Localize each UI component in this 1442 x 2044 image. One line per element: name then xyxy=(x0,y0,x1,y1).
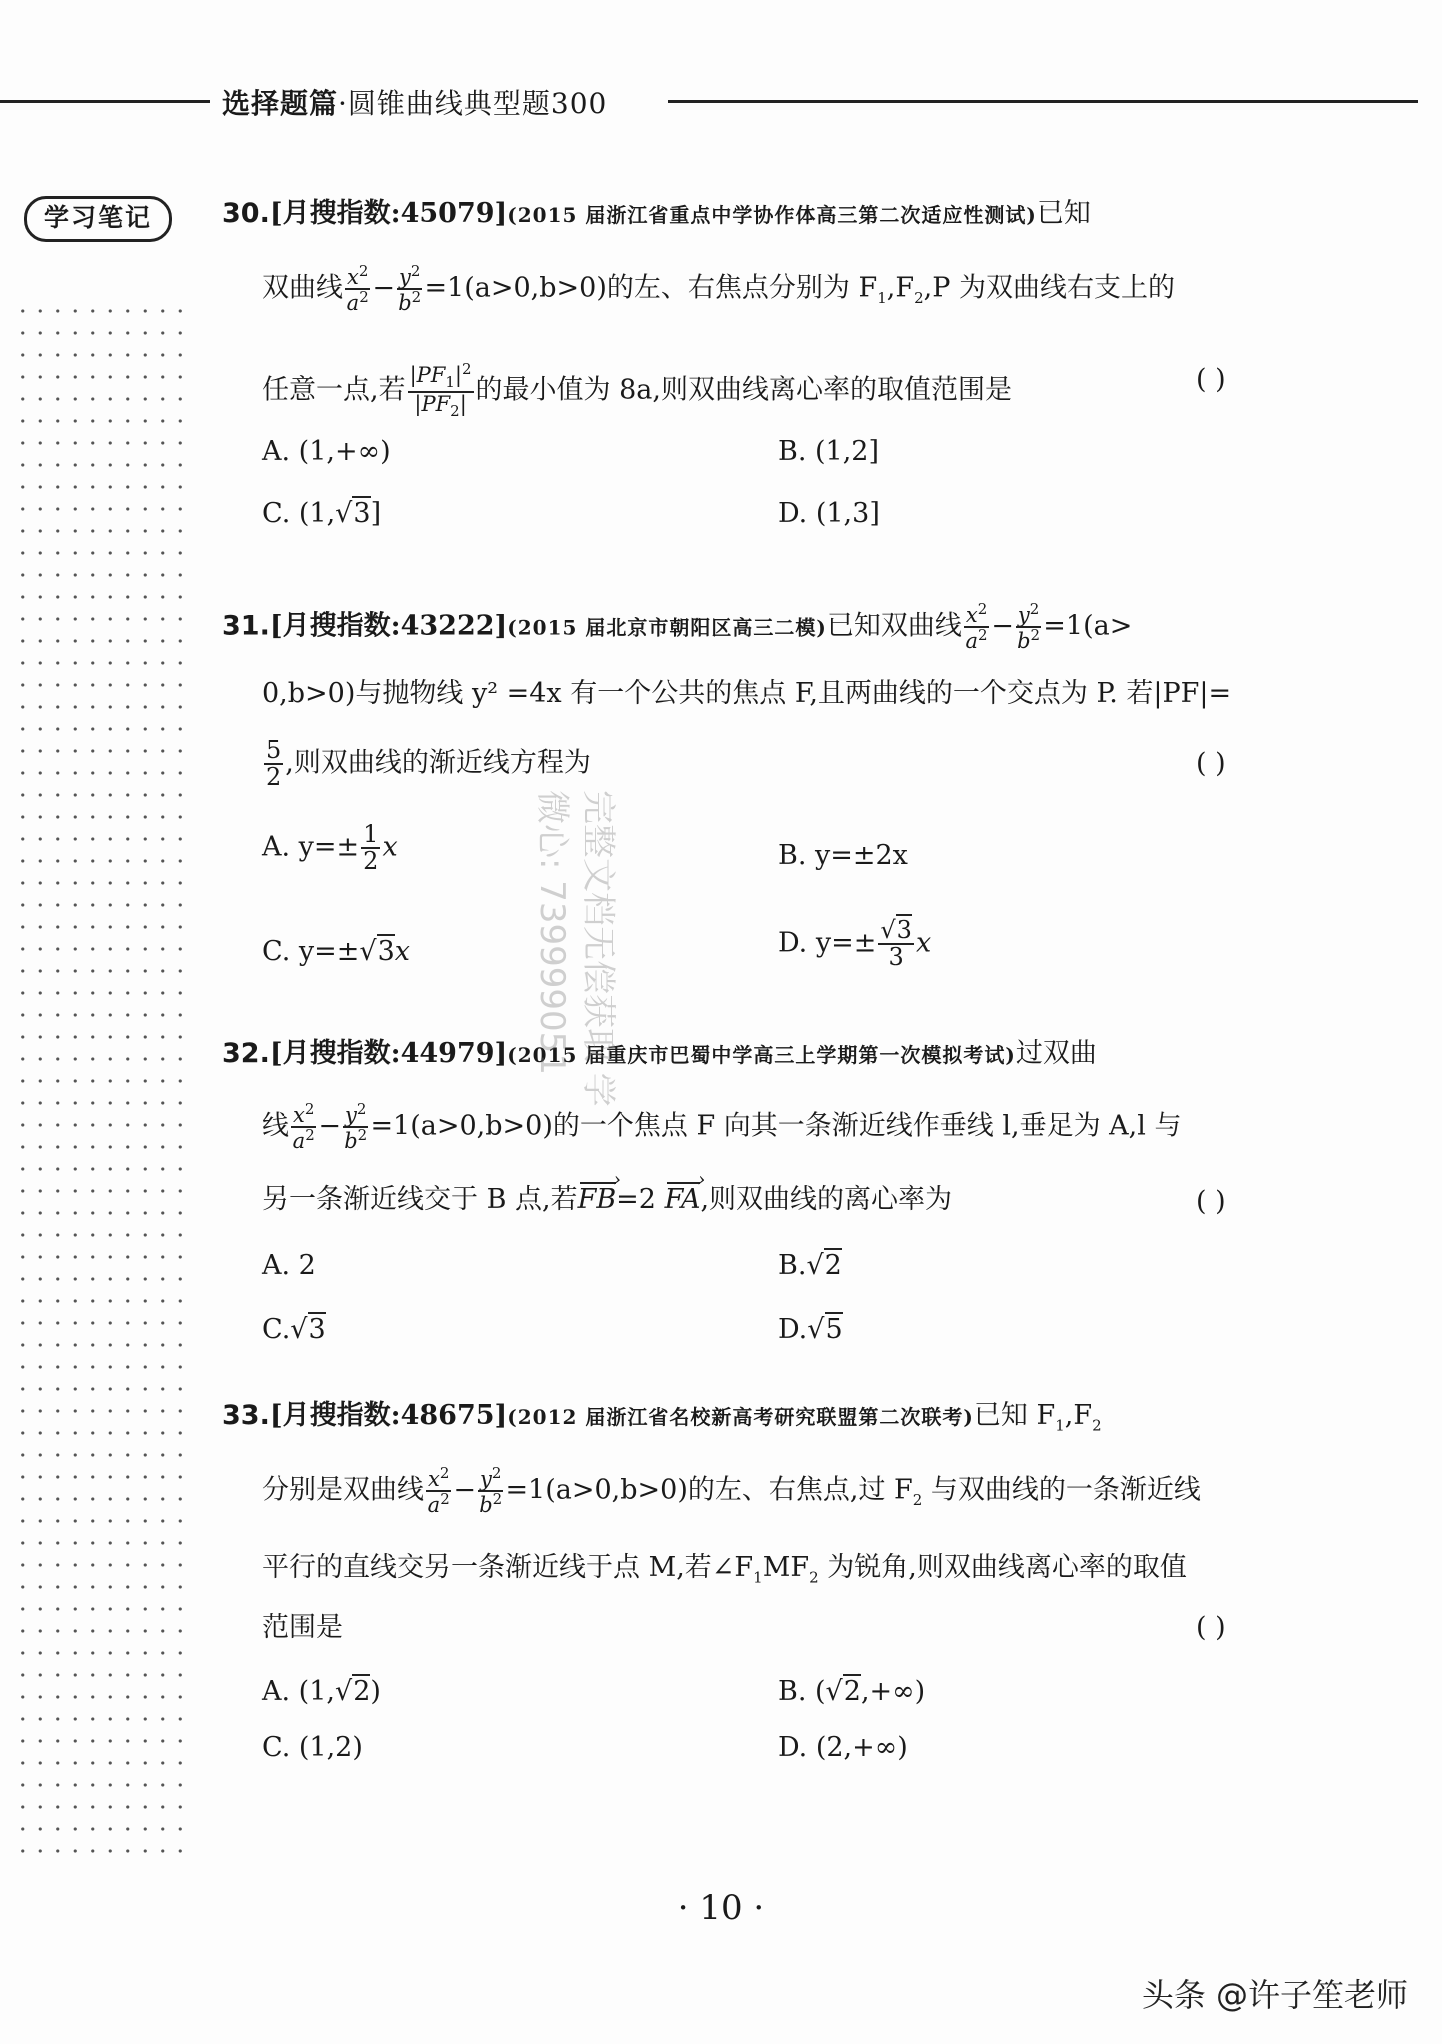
q32-answer-blank: ( ) xyxy=(1196,1186,1226,1217)
fraction-x2-a2: $\frac{x^2}{a^2}$ xyxy=(292,1100,315,1154)
q30-line3 xyxy=(262,362,1012,420)
watermark: 完整文档无偿获取 学 微心: 739999051 xyxy=(532,790,618,1107)
q30-line2: 双曲线 $\frac{x^2}{a^2}$ − $\frac{y^2}{b^2}$ =1(a>0,b>0)的左、右焦点分别为 $F_1,F_2,P$ 为双曲线右支上的 xyxy=(262,262,1175,316)
q33-source: (2012 届浙江省名校新高考研究联盟第二次联考) xyxy=(507,1405,974,1429)
q33-text: =1(a>0,b>0)的左、右焦点,过 F xyxy=(505,1474,913,1506)
study-notes-badge: 学习笔记 xyxy=(24,196,172,242)
q33-line1: 33.[月搜指数:48675](2012 届浙江省名校新高考研究联盟第二次联考)已知 $F_1,F_2$ xyxy=(222,1400,1102,1435)
q30-text: ,P 为双曲线右支上的 xyxy=(923,272,1175,304)
q32-line2: 线 $\frac{x^2}{a^2}$ − $\frac{y^2}{b^2}$ =1(a>0,b>0)的一个焦点 F 向其一条渐近线作垂线 l,垂足为 A,l 与 xyxy=(262,1100,1182,1154)
q30-text: 任意一点,若 xyxy=(262,374,406,406)
q32-line3: 另一条渐近线交于 B 点,若FB ›=2 FA ›,则双曲线的离心率为 xyxy=(262,1186,952,1213)
q32-index: [月搜指数:44979] xyxy=(269,1038,508,1069)
q30-text: ,F xyxy=(886,272,915,304)
q31-option-c[interactable]: C. y=±√3x xyxy=(262,936,411,967)
q32-source: (2015 届重庆市巴蜀中学高三上学期第一次模拟考试) xyxy=(507,1043,1016,1067)
fraction-y2-b2: $\frac{y^2}{b^2}$ xyxy=(1017,600,1041,654)
q31-answer-blank: ( ) xyxy=(1196,748,1226,779)
page-header xyxy=(222,82,607,122)
q33-option-b[interactable]: B. (√2,+∞) xyxy=(778,1676,926,1707)
page-number: · 10 · xyxy=(677,1888,765,1928)
q30-lead: 已知 xyxy=(1036,198,1091,229)
q33-answer-blank: ( ) xyxy=(1196,1612,1226,1643)
q32-lead: 过双曲 xyxy=(1015,1038,1097,1069)
fraction-x2-a2: $\frac{x^2}{a^2}$ xyxy=(965,600,988,654)
q33-option-d[interactable]: D. (2,+∞) xyxy=(778,1732,908,1763)
q32-line1 xyxy=(222,1040,1097,1067)
fraction-y2-b2: $\frac{y^2}{b^2}$ xyxy=(398,262,422,316)
fraction-pf1-pf2: $\frac{|PF_1|^2}{|PF_2|}$ xyxy=(409,360,472,421)
q31-text: ,则双曲线的渐近线方程为 xyxy=(285,747,591,779)
q31-line3 xyxy=(262,738,591,790)
q31-option-a[interactable]: A. y=± $\frac{1}{2}$ x xyxy=(262,820,398,876)
q33-index: [月搜指数:48675] xyxy=(269,1400,508,1431)
q31-lead: 已知双曲线 xyxy=(826,610,962,642)
header-rule-right xyxy=(668,100,1418,103)
q31-line2: 0,b>0)与抛物线 y² =4x 有一个公共的焦点 F,且两曲线的一个交点为 P. 若|PF|= xyxy=(262,678,1232,709)
q32-text: 线 xyxy=(262,1110,289,1142)
q33-text: 平行的直线交另一条渐近线于点 M,若∠F xyxy=(262,1552,754,1583)
q30-line1 xyxy=(222,200,1091,227)
q33-option-a[interactable]: A. (1,√2) xyxy=(262,1676,381,1707)
fraction-x2-a2: $\frac{x^2}{a^2}$ xyxy=(346,262,369,316)
fraction-5-2: $\frac{5}{2}$ xyxy=(266,736,282,792)
q32-option-b[interactable]: B.√2 xyxy=(778,1250,842,1281)
fraction-x2-a2: $\frac{x^2}{a^2}$ xyxy=(427,1464,450,1518)
q31-number: 31. xyxy=(222,610,270,642)
q31-option-d[interactable]: D. y=± $\frac{√3}{3}$ x xyxy=(778,916,932,972)
q33-line2: 分别是双曲线 $\frac{x^2}{a^2}$ − $\frac{y^2}{b^2}$ =1(a>0,b>0)的左、右焦点,过 $F_2$ 与双曲线的一条渐近线 xyxy=(262,1464,1201,1518)
q30-option-d[interactable]: D. (1,3] xyxy=(778,498,880,529)
q31-index: [月搜指数:43222] xyxy=(269,610,508,642)
q33-lead: 已知 F xyxy=(973,1400,1056,1431)
q30-index: [月搜指数:45079] xyxy=(269,198,508,229)
q30-option-b[interactable]: B. (1,2] xyxy=(778,436,880,467)
q31-text: =1(a> xyxy=(1043,610,1133,642)
q32-text: ,则双曲线的离心率为 xyxy=(700,1184,953,1215)
q30-option-c[interactable]: C. (1,√3] xyxy=(262,498,382,529)
fraction-y2-b2: $\frac{y^2}{b^2}$ xyxy=(479,1464,503,1518)
q32-text: =1(a>0,b>0)的一个焦点 F 向其一条渐近线作垂线 l,垂足为 A,l 与 xyxy=(370,1110,1182,1142)
notes-dot-grid xyxy=(14,300,194,1860)
footer-credit: 头条 @许子笙老师 xyxy=(1141,1976,1408,2014)
q30-source: (2015 届浙江省重点中学协作体高三第二次适应性测试) xyxy=(507,203,1037,227)
q30-number: 30. xyxy=(222,198,270,229)
q31-option-b[interactable]: B. y=±2x xyxy=(778,840,908,871)
q33-number: 33. xyxy=(222,1400,270,1431)
header-rule-left xyxy=(0,100,210,103)
vector-fb: FB › xyxy=(578,1186,617,1213)
q31-source: (2015 届北京市朝阳区高三二模) xyxy=(507,615,827,640)
fraction-y2-b2: $\frac{y^2}{b^2}$ xyxy=(344,1100,368,1154)
q32-text: 另一条渐近线交于 B 点,若 xyxy=(262,1184,578,1215)
q30-option-a[interactable]: A. (1,+∞) xyxy=(262,436,391,467)
header-title: 选择题篇 xyxy=(222,87,339,120)
q33-line3: 平行的直线交另一条渐近线于点 M,若$\angle F_1MF_2$ 为锐角,则双曲线离心率的取值 xyxy=(262,1552,1187,1587)
vector-fa: FA › xyxy=(665,1186,701,1213)
q33-line4: 范围是 xyxy=(262,1612,343,1643)
q33-text: 分别是双曲线 xyxy=(262,1474,424,1506)
q32-option-d[interactable]: D.√5 xyxy=(778,1314,843,1345)
q32-option-c[interactable]: C.√3 xyxy=(262,1314,326,1345)
q30-text: (a>0,b>0)的左、右焦点分别为 F xyxy=(464,272,878,304)
q32-number: 32. xyxy=(222,1038,270,1069)
q30-text: 双曲线 xyxy=(262,272,343,304)
q31-line1: 31.[月搜指数:43222](2015 届北京市朝阳区高三二模)已知双曲线 $\frac{x^2}{a^2}$ − $\frac{y^2}{b^2}$ =1(a> xyxy=(222,600,1133,654)
q30-answer-blank: ( ) xyxy=(1196,364,1226,395)
q32-option-a[interactable]: A. 2 xyxy=(262,1250,316,1281)
q30-text: 的最小值为 8a,则双曲线离心率的取值范围是 xyxy=(475,374,1012,406)
header-subtitle: ·圆锥曲线典型题300 xyxy=(338,87,608,120)
q33-option-c[interactable]: C. (1,2) xyxy=(262,1732,363,1763)
